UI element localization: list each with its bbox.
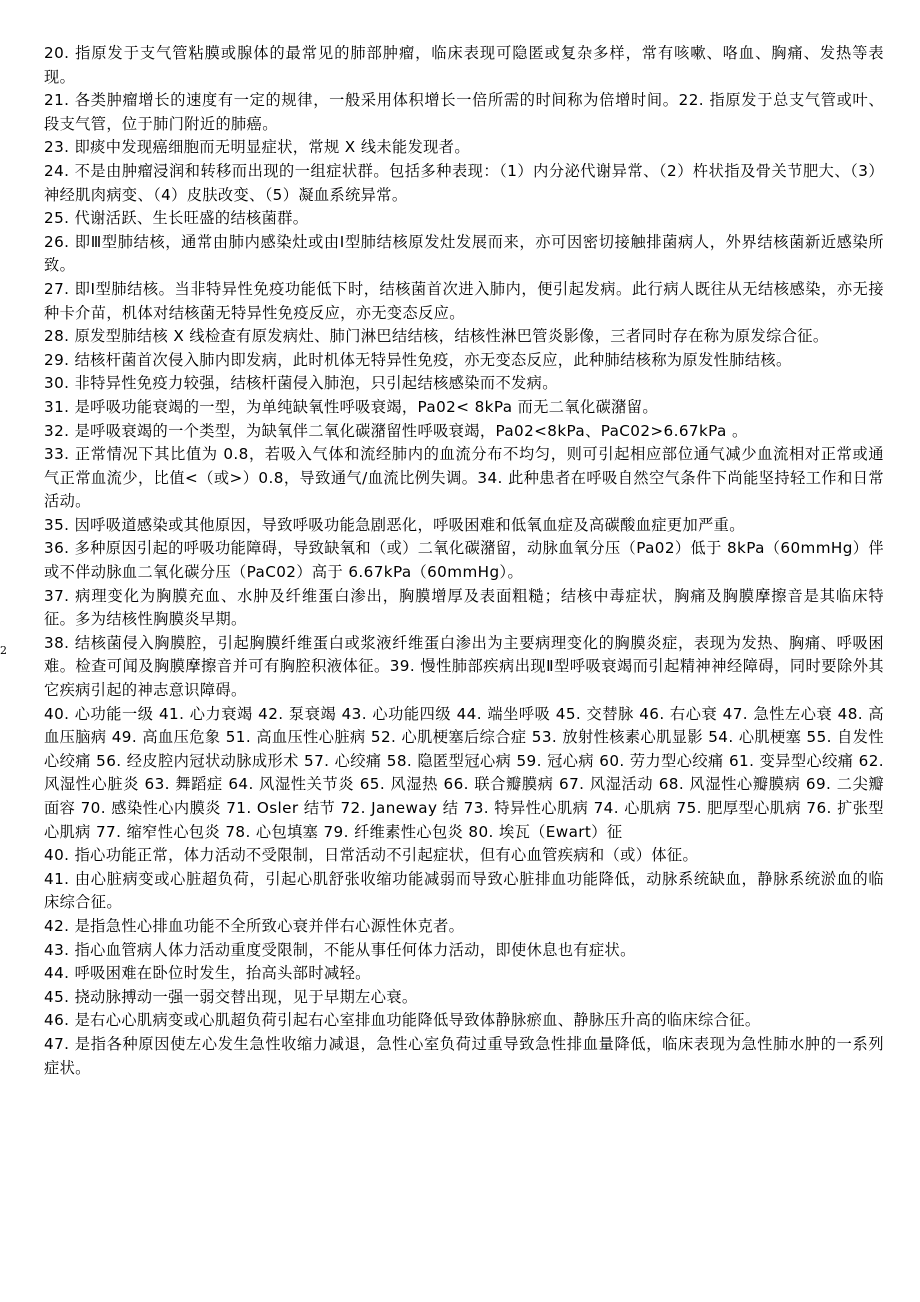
paragraph-20: 20. 指原发于支气管粘膜或腺体的最常见的肺部肿瘤，临床表现可隐匿或复杂多样，常有咳嗽、咯血、胸痛、发热等表现。	[44, 44, 884, 86]
paragraph-35: 35. 因呼吸道感染或其他原因，导致呼吸功能急剧恶化，呼吸困难和低氧血症及高碳酸血症更加严重。	[44, 515, 745, 534]
document-body	[44, 42, 884, 1080]
paragraph-26: 26. 即Ⅲ型肺结核，通常由肺内感染灶或由Ⅰ型肺结核原发灶发展而来，亦可因密切接触排菌病人，外界结核菌新近感染所致。	[44, 232, 884, 275]
answer-45: 45. 挠动脉搏动一强一弱交替出现，见于早期左心衰。	[44, 987, 418, 1006]
paragraph-38-39: 38. 结核菌侵入胸膜腔，引起胸膜纤维蛋白或浆液纤维蛋白渗出为主要病理变化的胸膜炎症，表现为发热、胸痛、呼吸困难。检查可闻及胸膜摩擦音并可有胸腔积液体征。39. 慢性肺部疾病出现Ⅱ型呼吸衰竭而引起精神神经障碍，同时要除外其它疾病引起的神志意识障碍。	[44, 633, 884, 700]
paragraph-29: 29. 结核杆菌首次侵入肺内即发病，此时机体无特异性免疫，亦无变态反应，此种肺结核称为原发性肺结核。	[44, 350, 792, 369]
paragraph-30: 30. 非特异性免疫力较强，结核杆菌侵入肺泡，只引起结核感染而不发病。	[44, 374, 558, 393]
paragraph-23: 23. 即痰中发现癌细胞而无明显症状，常规 X 线未能发现者。	[44, 138, 470, 157]
answer-42: 42. 是指急性心排血功能不全所致心衰并伴右心源性休克者。	[44, 916, 465, 935]
page-number: 2	[0, 644, 7, 657]
paragraph-25: 25. 代谢活跃、生长旺盛的结核菌群。	[44, 209, 309, 228]
paragraph-36: 36. 多种原因引起的呼吸功能障碍，导致缺氧和（或）二氧化碳潴留，动脉血氧分压（Pa02）低于 8kPa（60mmHg）伴或不伴动脉血二氧化碳分压（PaC02）高于 6.67kPa（60mmHg）。	[44, 539, 884, 582]
paragraph-21-22: 21. 各类肿瘤增长的速度有一定的规律，一般采用体积增长一倍所需的时间称为倍增时间。22. 指原发于总支气管或叶、段支气管，位于肺门附近的肺癌。	[44, 91, 884, 133]
paragraph-24: 24. 不是由肿瘤浸润和转移而出现的一组症状群。包括多种表现：（1）内分泌代谢异常、（2）杵状指及骨关节肥大、（3）神经肌肉病变、（4）皮肤改变、（5）凝血系统异常。	[44, 161, 884, 204]
paragraph-32: 32. 是呼吸衰竭的一个类型，为缺氧伴二氧化碳潴留性呼吸衰竭，Pa02<8kPa、PaC02>6.67kPa 。	[44, 421, 748, 440]
term-list-40-80: 40. 心功能一级 41. 心力衰竭 42. 泵衰竭 43. 心功能四级 44. 端坐呼吸 45. 交替脉 46. 右心衰 47. 急性左心衰 48. 高血压脑病 49. 高血压危象 51. 高血压性心脏病 52. 心肌梗塞后综合症 53. 放射性核素心肌显影 54. 心肌梗塞 55. 自发性心绞痛 56. 经皮腔内冠状动脉成形术 57. 心绞痛 58. 隐匿型冠心病 59. 冠心病 60. 劳力型心绞痛 61. 变异型心绞痛 62. 风湿性心脏炎 63. 舞蹈症 64. 风湿性关节炎 65. 风湿热 66. 联合瓣膜病 67. 风湿活动 68. 风湿性心瓣膜病 69. 二尖瓣面容 70. 感染性心内膜炎 71. Osler 结节 72. Janeway 结 73. 特异性心肌病 74. 心肌病 75. 肥厚型心肌病 76. 扩张型心肌病 77. 缩窄性心包炎 78. 心包填塞 79. 纤维素性心包炎 80. 埃瓦（Ewart）征	[44, 704, 884, 841]
answer-40: 40. 指心功能正常，体力活动不受限制，日常活动不引起症状，但有心血管疾病和（或）体征。	[44, 846, 699, 865]
answer-47: 47. 是指各种原因使左心发生急性收缩力减退，急性心室负荷过重导致急性排血量降低，临床表现为急性肺水肿的一系列症状。	[44, 1034, 884, 1077]
answer-41: 41. 由心脏病变或心脏超负荷，引起心肌舒张收缩功能减弱而导致心脏排血功能降低，动脉系统缺血，静脉系统淤血的临床综合征。	[44, 869, 884, 912]
paragraph-33-34: 33. 正常情况下其比值为 0.8，若吸入气体和流经肺内的血流分布不均匀，则可引起相应部位通气减少血流相对正常或通气正常血流少，比值<（或>）0.8，导致通气/血流比例失调。34. 此种患者在呼吸自然空气条件下尚能坚持轻工作和日常活动。	[44, 445, 884, 511]
paragraph-28: 28. 原发型肺结核 X 线检查有原发病灶、肺门淋巴结结核，结核性淋巴管炎影像，三者同时存在称为原发综合征。	[44, 327, 829, 346]
answer-43: 43. 指心血管病人体力活动重度受限制，不能从事任何体力活动，即使休息也有症状。	[44, 940, 636, 959]
paragraph-37: 37. 病理变化为胸膜充血、水肿及纤维蛋白渗出，胸膜增厚及表面粗糙；结核中毒症状，胸痛及胸膜摩擦音是其临床特征。多为结核性胸膜炎早期。	[44, 586, 884, 629]
paragraph-31: 31. 是呼吸功能衰竭的一型，为单纯缺氧性呼吸衰竭，Pa02< 8kPa 而无二氧化碳潴留。	[44, 397, 658, 416]
answer-46: 46. 是右心心肌病变或心肌超负荷引起右心室排血功能降低导致体静脉瘀血、静脉压升高的临床综合征。	[44, 1011, 761, 1030]
answer-44: 44. 呼吸困难在卧位时发生，抬高头部时减轻。	[44, 964, 371, 983]
paragraph-27: 27. 即Ⅰ型肺结核。当非特异性免疫功能低下时，结核菌首次进入肺内，便引起发病。此行病人既往从无结核感染，亦无接种卡介苗，机体对结核菌无特异性免疫反应，亦无变态反应。	[44, 279, 884, 322]
